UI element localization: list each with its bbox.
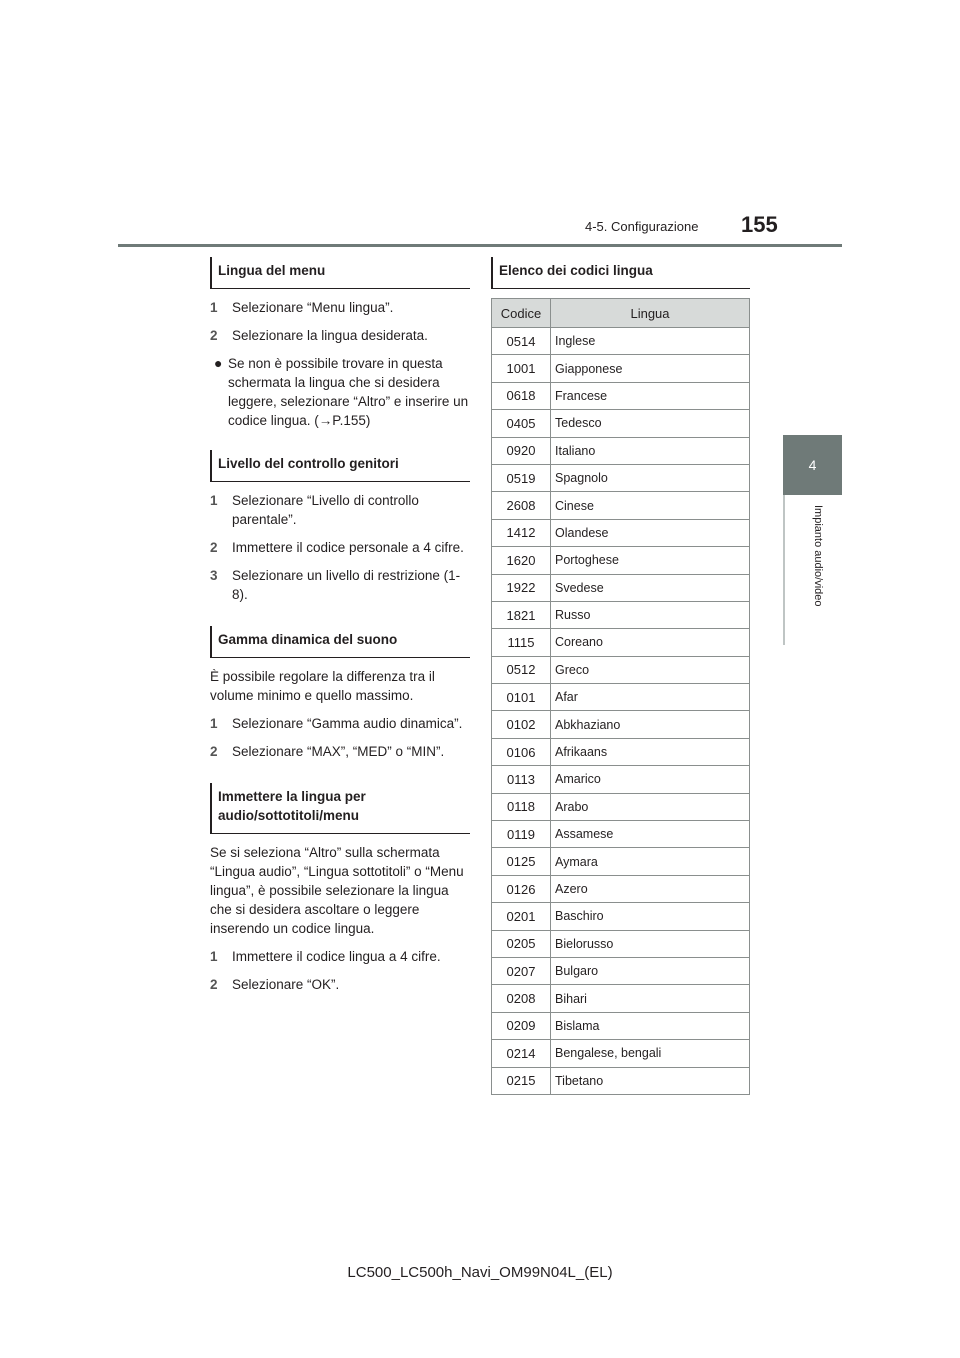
table-row (492, 684, 750, 711)
heading-dynamic-range: Gamma dinamica del suono (210, 626, 470, 658)
language-code-cell: 0118 (492, 793, 551, 820)
heading-language-codes: Elenco dei codici lingua (491, 257, 750, 289)
language-name-cell: Abkhaziano (551, 711, 750, 738)
table-row (492, 492, 750, 519)
table-row (492, 1012, 750, 1039)
language-code-cell: 0208 (492, 985, 551, 1012)
language-code-cell: 1821 (492, 601, 551, 628)
bullet-icon: ● (214, 355, 223, 371)
step-number: 2 (210, 328, 218, 343)
language-code-cell: 0119 (492, 821, 551, 848)
language-code-table (491, 298, 750, 1095)
language-name-cell: Afar (551, 684, 750, 711)
heading-enter-language: Immettere la lingua per audio/sottotitoli/menu (210, 783, 470, 834)
step-number: 2 (210, 540, 218, 555)
table-row (492, 437, 750, 464)
step-number: 1 (210, 493, 218, 508)
step-text: Selezionare la lingua desiderata. (232, 328, 428, 343)
language-name-cell: Tibetano (551, 1067, 750, 1094)
table-row (492, 410, 750, 437)
left-column (210, 257, 470, 994)
heading-parental: Livello del controllo genitori (210, 450, 470, 482)
step-text: Immettere il codice personale a 4 cifre. (232, 540, 464, 555)
language-code-cell: 0113 (492, 766, 551, 793)
heading-menu-language: Lingua del menu (210, 257, 470, 289)
column-header-code: Codice (492, 299, 551, 328)
language-code-cell: 0106 (492, 738, 551, 765)
step-number: 1 (210, 300, 218, 315)
language-name-cell: Arabo (551, 793, 750, 820)
table-row (492, 848, 750, 875)
language-code-cell: 0512 (492, 656, 551, 683)
language-code-cell: 0205 (492, 930, 551, 957)
step-text: Selezionare un livello di restrizione (1-8). (232, 568, 461, 602)
language-code-cell: 0207 (492, 957, 551, 984)
table-row (492, 875, 750, 902)
table-row (492, 519, 750, 546)
language-name-cell: Tedesco (551, 410, 750, 437)
language-code-cell: 0215 (492, 1067, 551, 1094)
step-number: 2 (210, 744, 218, 759)
language-code-cell: 0214 (492, 1040, 551, 1067)
step-number: 2 (210, 977, 218, 992)
section-title: 4-5. Configurazione (585, 219, 699, 234)
step (210, 298, 470, 317)
language-code-cell: 0519 (492, 464, 551, 491)
language-code-cell: 0920 (492, 437, 551, 464)
step (210, 975, 470, 994)
language-name-cell: Bielorusso (551, 930, 750, 957)
table-row (492, 821, 750, 848)
language-name-cell: Bulgaro (551, 957, 750, 984)
language-name-cell: Baschiro (551, 903, 750, 930)
language-name-cell: Afrikaans (551, 738, 750, 765)
step-number: 1 (210, 949, 218, 964)
language-code-cell: 0514 (492, 328, 551, 355)
language-code-cell: 2608 (492, 492, 551, 519)
language-code-cell: 0209 (492, 1012, 551, 1039)
language-name-cell: Olandese (551, 519, 750, 546)
language-code-cell: 1620 (492, 547, 551, 574)
table-row (492, 574, 750, 601)
language-code-cell: 0102 (492, 711, 551, 738)
language-code-cell: 0126 (492, 875, 551, 902)
step-text: Selezionare “Menu lingua”. (232, 300, 394, 315)
language-code-cell: 0101 (492, 684, 551, 711)
step-number: 3 (210, 568, 218, 583)
language-code-cell: 1115 (492, 629, 551, 656)
language-name-cell: Inglese (551, 328, 750, 355)
table-row (492, 738, 750, 765)
step-text: Immettere il codice lingua a 4 cifre. (232, 949, 441, 964)
language-name-cell: Italiano (551, 437, 750, 464)
table-body (492, 328, 750, 1095)
step-text: Selezionare “MAX”, “MED” o “MIN”. (232, 744, 445, 759)
table-row (492, 766, 750, 793)
language-code-cell: 0125 (492, 848, 551, 875)
language-name-cell: Portoghese (551, 547, 750, 574)
table-row (492, 793, 750, 820)
language-name-cell: Bihari (551, 985, 750, 1012)
language-name-cell: Amarico (551, 766, 750, 793)
table-row (492, 711, 750, 738)
language-code-cell: 1922 (492, 574, 551, 601)
page-number: 155 (741, 212, 778, 237)
bullet-note (210, 354, 470, 430)
language-name-cell: Assamese (551, 821, 750, 848)
language-name-cell: Greco (551, 656, 750, 683)
step (210, 947, 470, 966)
table-row (492, 382, 750, 409)
language-name-cell: Bislama (551, 1012, 750, 1039)
step-text: Selezionare “Gamma audio dinamica”. (232, 716, 463, 731)
table-row (492, 328, 750, 355)
step-text: Selezionare “Livello di controllo parentale”. (232, 493, 419, 527)
column-header-language: Lingua (551, 299, 750, 328)
table-row (492, 1067, 750, 1094)
table-row (492, 355, 750, 382)
side-rule (783, 495, 785, 645)
chapter-label: Impianto audio/video (812, 505, 824, 607)
language-name-cell: Cinese (551, 492, 750, 519)
chapter-number: 4 (808, 457, 817, 473)
language-name-cell: Bengalese, bengali (551, 1040, 750, 1067)
table-row (492, 1040, 750, 1067)
step-text: Selezionare “OK”. (232, 977, 340, 992)
table-row (492, 601, 750, 628)
table-row (492, 629, 750, 656)
step (210, 714, 470, 733)
document-footer: LC500_LC500h_Navi_OM99N04L_(EL) (347, 1264, 613, 1281)
paragraph: Se si seleziona “Altro” sulla schermata “Lingua audio”, “Lingua sottotitoli” o “Menu lingua”, è possibile selezionare la lingua che si desidera ascoltare o leggere inserendo un codice lingua. (210, 845, 464, 936)
table-row (492, 903, 750, 930)
chapter-tab (783, 435, 842, 495)
language-name-cell: Svedese (551, 574, 750, 601)
table-row (492, 930, 750, 957)
language-name-cell: Aymara (551, 848, 750, 875)
language-name-cell: Spagnolo (551, 464, 750, 491)
language-name-cell: Giapponese (551, 355, 750, 382)
table-header-row (492, 299, 750, 328)
language-code-cell: 0618 (492, 382, 551, 409)
language-code-cell: 0201 (492, 903, 551, 930)
right-column (491, 257, 750, 1095)
step-number: 1 (210, 716, 218, 731)
bullet-text: Se non è possibile trovare in questa schermata la lingua che si desidera leggere, selezionare “Altro” e inserire un codice lingua. (→P.155) (228, 356, 469, 428)
language-name-cell: Francese (551, 382, 750, 409)
language-name-cell: Azero (551, 875, 750, 902)
table-row (492, 985, 750, 1012)
step (210, 538, 470, 557)
language-name-cell: Russo (551, 601, 750, 628)
paragraph: È possibile regolare la differenza tra il volume minimo e quello massimo. (210, 669, 435, 703)
step (210, 326, 470, 345)
step (210, 742, 470, 761)
table-row (492, 656, 750, 683)
step (210, 566, 470, 604)
language-code-cell: 1001 (492, 355, 551, 382)
language-code-cell: 0405 (492, 410, 551, 437)
table-row (492, 464, 750, 491)
language-code-cell: 1412 (492, 519, 551, 546)
step (210, 491, 470, 529)
header-rule (118, 244, 842, 247)
language-name-cell: Coreano (551, 629, 750, 656)
table-row (492, 547, 750, 574)
table-row (492, 957, 750, 984)
